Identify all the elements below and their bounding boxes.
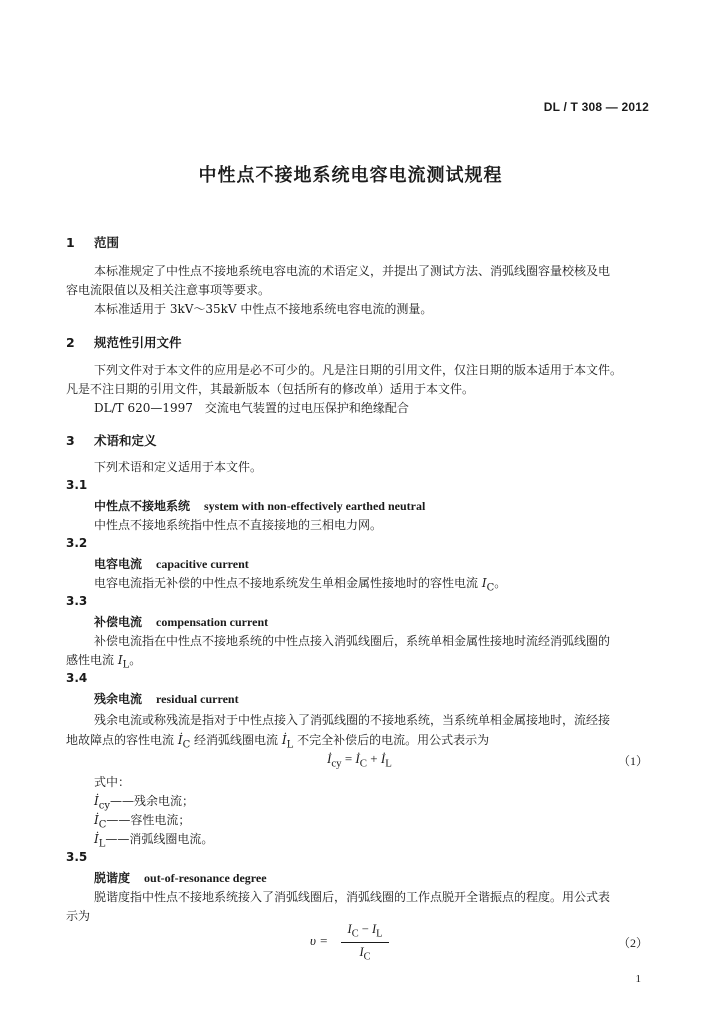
equation-number-2: （2）: [617, 936, 648, 950]
definition-text: 电容电流指无补偿的中性点不接地系统发生单相金属性接地时的容性电流: [94, 576, 482, 590]
term-3-1: [94, 497, 425, 514]
formula-symbol: I: [347, 922, 352, 936]
section-2-paragraph-line: 下列文件对于本文件的应用是必不可少的。凡是注日期的引用文件，仅注日期的版本适用于本文件。: [94, 363, 623, 377]
formula-2-fraction: [341, 922, 389, 962]
formula-operator: −: [358, 922, 372, 936]
term-3-5-definition-line: 示为: [66, 909, 91, 923]
symbol-sub: L: [122, 659, 130, 671]
symbol-var: İ: [94, 813, 99, 827]
term-en: system with non-effectively earthed neutral: [204, 499, 426, 513]
definition-text: 不完全补偿后的电流。用公式表示为: [293, 733, 490, 747]
fraction-denominator: [359, 945, 370, 963]
formula-symbol: I: [371, 922, 377, 936]
section-1-paragraph-line: 本标准规定了中性点不接地系统电容电流的术语定义，并提出了测试方法、消弧线圈容量校核及电: [94, 264, 611, 278]
term-3-2-definition: [94, 574, 506, 593]
section-3-intro: 下列术语和定义适用于本文件。: [94, 460, 263, 474]
formula-operator: =: [341, 751, 356, 766]
fraction-numerator: [348, 922, 383, 940]
formula-symbol: I: [359, 944, 364, 959]
symbol-sub: L: [286, 739, 294, 751]
term-3-1-definition: 中性点不接地系统指中性点不直接接地的三相电力网。: [94, 518, 383, 532]
term-3-4-definition-line: [66, 731, 489, 750]
term-zh: 电容电流: [94, 557, 143, 571]
term-3-5-definition-line: 脱谐度指中性点不接地系统接入了消弧线圈后，消弧线圈的工作点脱开全谐振点的程度。用公式表: [94, 890, 611, 904]
term-zh: 中性点不接地系统: [94, 499, 191, 513]
term-3-5: [94, 869, 267, 886]
section-title: 规范性引用文件: [94, 335, 182, 350]
symbol-var: İ: [177, 733, 183, 747]
definition-text: 感性电流: [66, 653, 118, 667]
term-3-4-definition-line: 残余电流或称残流是指对于中性点接入了消弧线圈的不接地系统，当系统单相金属接地时，流经接: [94, 713, 611, 727]
term-en: compensation current: [156, 615, 269, 629]
variable-definition: [94, 830, 213, 849]
section-1-scope-line: 本标准适用于 3kV～35kV 中性点不接地系统电容电流的测量。: [94, 302, 433, 316]
variable-description: ——容性电流；: [106, 813, 191, 827]
symbol-sub: L: [98, 838, 106, 850]
section-title: 术语和定义: [94, 433, 157, 448]
symbol-var: I: [117, 653, 123, 667]
variable-description: ——残余电流；: [110, 794, 195, 808]
section-number: 1: [66, 235, 75, 250]
formula-sub: cy: [331, 757, 342, 770]
formula-2-lhs: [310, 933, 328, 949]
formula-sub: L: [376, 928, 383, 940]
term-3-2: [94, 555, 249, 572]
term-zh: 补偿电流: [94, 615, 143, 629]
term-en: residual current: [156, 692, 239, 706]
variable-definition: [94, 811, 190, 830]
term-3-3-definition-line: [66, 651, 141, 670]
section-2-heading: [66, 333, 182, 351]
term-3-4: [94, 690, 239, 707]
document-title: 中性点不接地系统电容电流测试规程: [198, 165, 503, 186]
equation-number-1: （1）: [617, 754, 648, 768]
section-2-paragraph-line: 凡是不注日期的引用文件，其最新版本（包括所有的修改单）适用于本文件。: [66, 382, 475, 396]
section-title: 范围: [94, 235, 120, 250]
formula-symbol: İ: [327, 751, 332, 766]
term-zh: 残余电流: [94, 692, 143, 706]
formula-sub: C: [359, 757, 367, 770]
formula-sub: C: [363, 951, 371, 962]
definition-text: 经消弧线圈电流: [190, 733, 282, 747]
section-number: 3: [66, 433, 75, 448]
section-1-heading: [66, 233, 119, 251]
symbol-var: İ: [94, 832, 99, 846]
definition-text: 。: [494, 576, 507, 590]
section-3-heading: [66, 431, 157, 449]
definition-text: 。: [129, 653, 142, 667]
section-number: 2: [66, 335, 75, 350]
symbol-sub: C: [486, 582, 495, 594]
symbol-sub: C: [98, 819, 107, 831]
term-3-3-definition-line: 补偿电流指在中性点不接地系统的中性点接入消弧线圈后，系统单相金属性接地时流经消弧线圈的: [94, 634, 611, 648]
formula-sub: C: [351, 928, 359, 940]
symbol-sub: C: [182, 739, 191, 751]
standard-code: DL / T 308 — 2012: [543, 100, 649, 114]
clause-3-4-number: 3.4: [66, 671, 88, 685]
definition-text: 地故障点的容性电流: [66, 733, 178, 747]
term-en: capacitive current: [156, 557, 249, 571]
variable-definition: [94, 792, 194, 811]
symbol-var: I: [481, 576, 487, 590]
clause-3-2-number: 3.2: [66, 536, 88, 550]
fraction-bar: [341, 942, 389, 943]
page-number: 1: [635, 973, 641, 985]
symbol-var: İ: [281, 733, 287, 747]
symbol-var: İ: [94, 794, 99, 808]
formula-symbol: υ =: [310, 933, 328, 948]
formula-symbol: İ: [380, 751, 386, 766]
section-1-paragraph-line: 容电流限值以及相关注意事项等要求。: [66, 283, 271, 297]
clause-3-3-number: 3.3: [66, 594, 88, 608]
formula-1: [327, 751, 392, 770]
symbol-sub: cy: [98, 800, 110, 812]
formula-operator: +: [367, 751, 381, 766]
normative-reference: DL/T 620—1997 交流电气装置的过电压保护和绝缘配合: [94, 401, 409, 415]
term-en: out-of-resonance degree: [144, 871, 267, 885]
formula-where-label: 式中：: [94, 775, 131, 789]
clause-3-1-number: 3.1: [66, 478, 88, 492]
term-zh: 脱谐度: [94, 871, 131, 885]
clause-3-5-number: 3.5: [66, 850, 88, 864]
term-3-3: [94, 613, 268, 630]
variable-description: ——消弧线圈电流。: [105, 832, 214, 846]
formula-symbol: İ: [355, 751, 360, 766]
formula-sub: L: [385, 757, 392, 770]
